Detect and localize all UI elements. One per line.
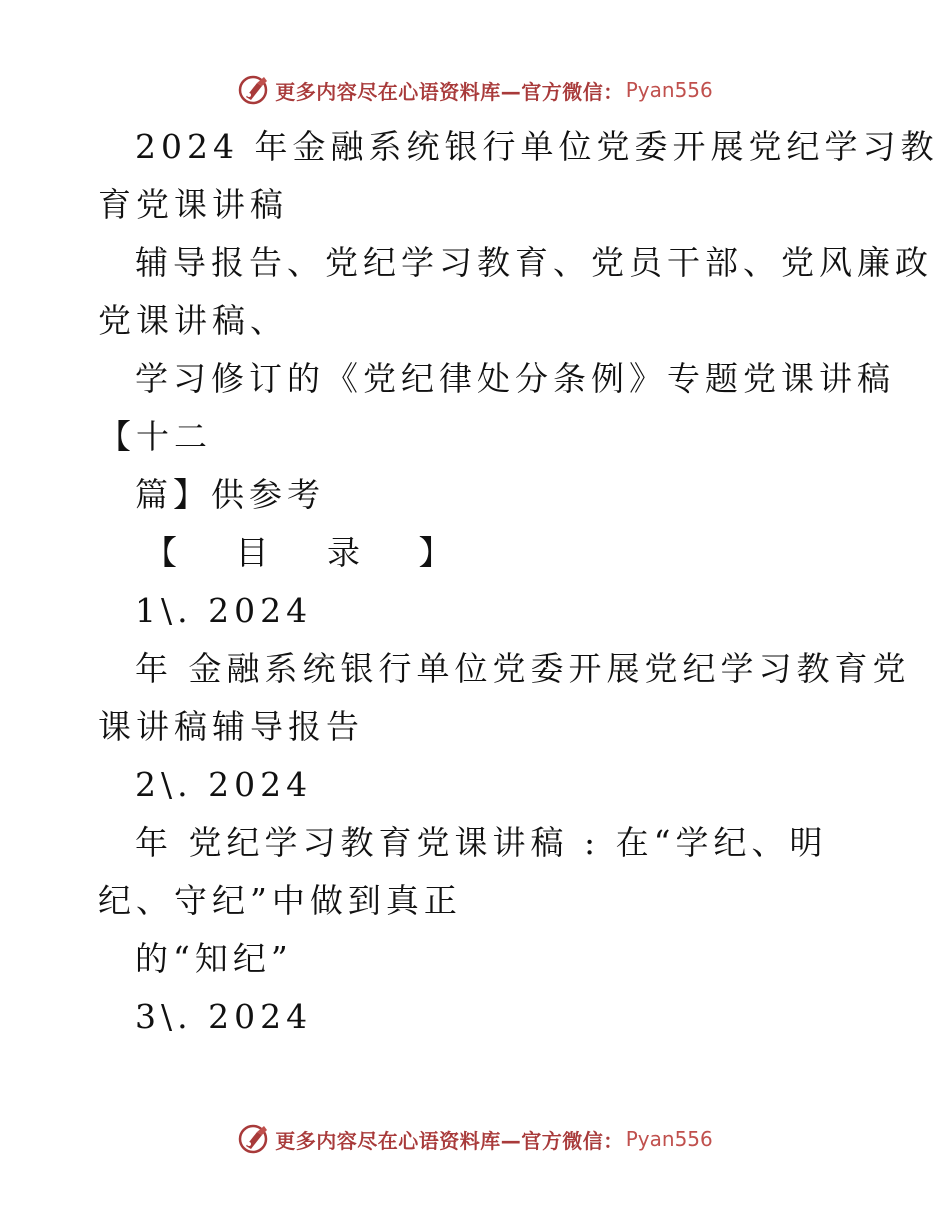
toc-item-2-number: 2\. 2024: [135, 765, 313, 804]
keywords-line-1: 辅导报告、党纪学习教育、党员干部、党风廉政: [135, 243, 933, 282]
header-wechat-id: Pyan556: [625, 78, 713, 102]
toc-item-1-number: 1\. 2024: [135, 591, 313, 630]
toc-item-1-title-line-1: 年 金融系统银行单位党委开展党纪学习教育党: [135, 649, 911, 688]
footer-wechat-id: Pyan556: [625, 1127, 713, 1151]
keywords-line-2: 党课讲稿、: [98, 301, 288, 340]
header-text: 更多内容尽在心语资料库—官方微信：: [275, 79, 624, 104]
pen-logo-icon: [237, 1122, 271, 1156]
toc-item-2-title-line-1: 年 党纪学习教育党课讲稿 : 在“学纪、明: [135, 823, 828, 862]
toc-item-2-title-line-3: 的“知纪”: [135, 939, 293, 978]
subtitle-line-1: 学习修订的《党纪律处分条例》专题党课讲稿: [135, 359, 895, 398]
header-banner: [0, 70, 950, 110]
toc-heading: 【 目 录 】: [144, 533, 476, 572]
toc-item-1-title-line-2: 课讲稿辅导报告: [98, 707, 364, 746]
pen-logo-icon: [237, 73, 271, 107]
subtitle-line-2: 【十二: [98, 417, 212, 456]
document-body: [98, 118, 939, 1046]
footer-banner: [0, 1119, 950, 1159]
title-line-1: 2024 年金融系统银行单位党委开展党纪学习教: [135, 127, 939, 166]
title-line-2: 育党课讲稿: [98, 185, 288, 224]
toc-item-3-number: 3\. 2024: [135, 997, 313, 1036]
subtitle-line-3: 篇】供参考: [135, 475, 325, 514]
footer-text: 更多内容尽在心语资料库—官方微信：: [275, 1128, 624, 1153]
toc-item-2-title-line-2: 纪、守纪”中做到真正: [98, 881, 462, 920]
